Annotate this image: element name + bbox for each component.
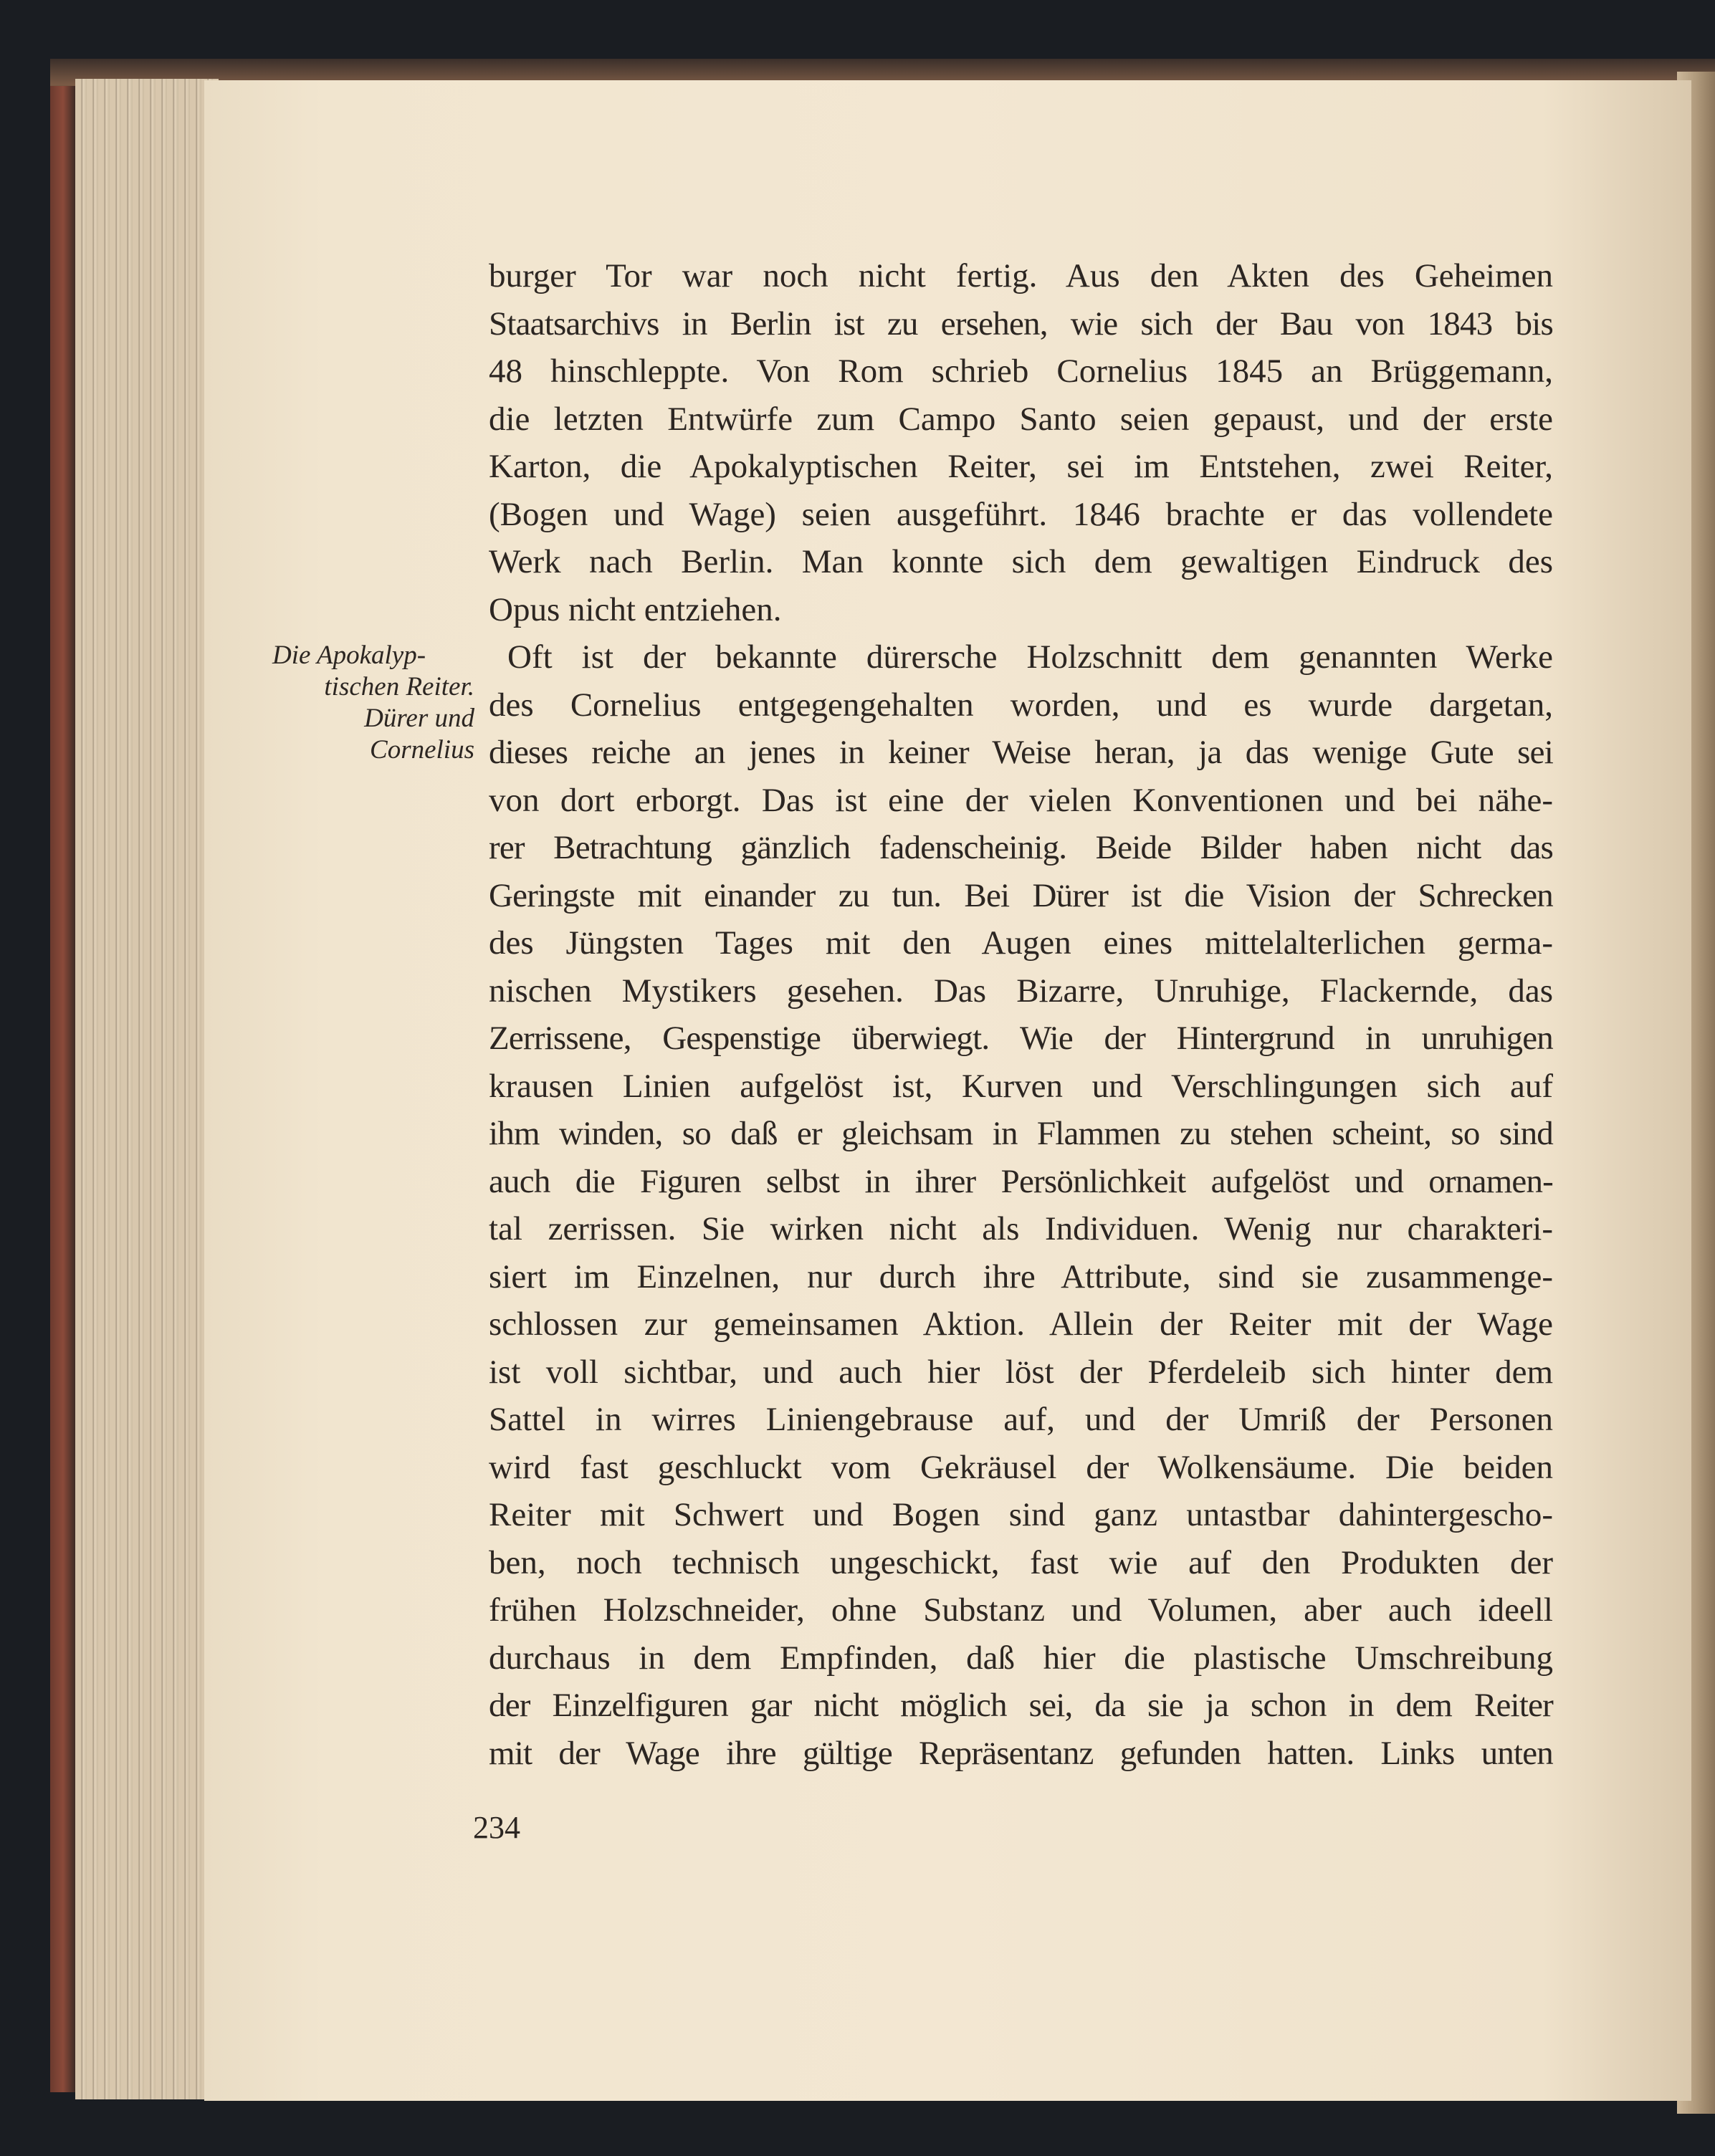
- text-line: schlossen zur gemeinsamen Aktion. Allein der Reiter mit der Wage: [489, 1305, 1553, 1343]
- text-line: wird fast geschluckt vom Gekräusel der Wolkensäume. Die beiden: [489, 1448, 1553, 1486]
- text-line: krausen Linien aufgelöst ist, Kurven und Verschlingungen sich auf: [489, 1067, 1553, 1105]
- text-line: Oft ist der bekannte dürersche Holzschnitt dem genannten Werke: [507, 638, 1553, 676]
- text-line: durchaus in dem Empfinden, daß hier die plastische Umschreibung: [489, 1639, 1553, 1677]
- text-line: auch die Figuren selbst in ihrer Persönlichkeit aufgelöst und ornamen-: [489, 1162, 1553, 1200]
- text-line: 48 hinschleppte. Von Rom schrieb Cornelius 1845 an Brüggemann,: [489, 353, 1553, 390]
- text-line: Reiter mit Schwert und Bogen sind ganz untastbar dahintergescho-: [489, 1496, 1553, 1533]
- text-line: rer Betrachtung gänzlich fadenscheinig. Beide Bilder haben nicht das: [489, 829, 1553, 866]
- text-line: Zerrissene, Gespenstige überwiegt. Wie der Hintergrund in unruhigen: [489, 1020, 1553, 1057]
- text-line: Karton, die Apokalyptischen Reiter, sei im Entstehen, zwei Reiter,: [489, 448, 1553, 485]
- text-line: Sattel in wirres Liniengebrause auf, und der Umriß der Personen: [489, 1401, 1553, 1438]
- text-line: Opus nicht entziehen.: [489, 590, 782, 628]
- text-line: mit der Wage ihre gültige Repräsentanz gefunden hatten. Links unten: [489, 1734, 1553, 1772]
- text-line: siert im Einzelnen, nur durch ihre Attribute, sind sie zusammenge-: [489, 1257, 1553, 1295]
- margin-note-line: Die Apokalyp-: [272, 641, 426, 670]
- text-line: ihm winden, so daß er gleichsam in Flammen zu stehen scheint, so sind: [489, 1115, 1553, 1152]
- text-line: nischen Mystikers gesehen. Das Bizarre, Unruhige, Flackernde, das: [489, 972, 1553, 1010]
- text-line: tal zerrissen. Sie wirken nicht als Individuen. Wenig nur charakteri-: [489, 1210, 1553, 1247]
- text-line: von dort erborgt. Das ist eine der vielen Konventionen und bei nähe-: [489, 781, 1553, 819]
- text-line: Geringste mit einander zu tun. Bei Dürer ist die Vision der Schrecken: [489, 876, 1553, 914]
- page-number: 234: [473, 1810, 520, 1845]
- page-stack-edges: [75, 79, 219, 2099]
- text-line: ist voll sichtbar, und auch hier löst der Pferdeleib sich hinter dem: [489, 1353, 1553, 1391]
- margin-note-line: Cornelius: [370, 735, 474, 765]
- text-line: des Jüngsten Tages mit den Augen eines mittelalterlichen germa-: [489, 924, 1553, 962]
- text-line: Werk nach Berlin. Man konnte sich dem gewaltigen Eindruck des: [489, 543, 1553, 580]
- text-line: die letzten Entwürfe zum Campo Santo seien gepaust, und der erste: [489, 400, 1553, 438]
- text-line: (Bogen und Wage) seien ausgeführt. 1846 brachte er das vollendete: [489, 495, 1553, 533]
- text-line: Staatsarchivs in Berlin ist zu ersehen, wie sich der Bau von 1843 bis: [489, 305, 1553, 342]
- margin-note: [272, 640, 474, 766]
- margin-note-line: tischen Reiter.: [324, 672, 474, 701]
- text-line: burger Tor war noch nicht fertig. Aus den Akten des Geheimen: [489, 257, 1553, 294]
- text-line: dieses reiche an jenes in keiner Weise heran, ja das wenige Gute sei: [489, 734, 1553, 771]
- body-text: [489, 252, 1553, 1777]
- text-line: frühen Holzschneider, ohne Substanz und Volumen, aber auch ideell: [489, 1591, 1553, 1629]
- text-line: des Cornelius entgegengehalten worden, und es wurde dargetan,: [489, 686, 1553, 724]
- text-line: der Einzelfiguren gar nicht möglich sei, da sie ja schon in dem Reiter: [489, 1687, 1553, 1724]
- margin-note-line: Dürer und: [364, 704, 474, 733]
- text-line: ben, noch technisch ungeschickt, fast wie auf den Produkten der: [489, 1543, 1553, 1581]
